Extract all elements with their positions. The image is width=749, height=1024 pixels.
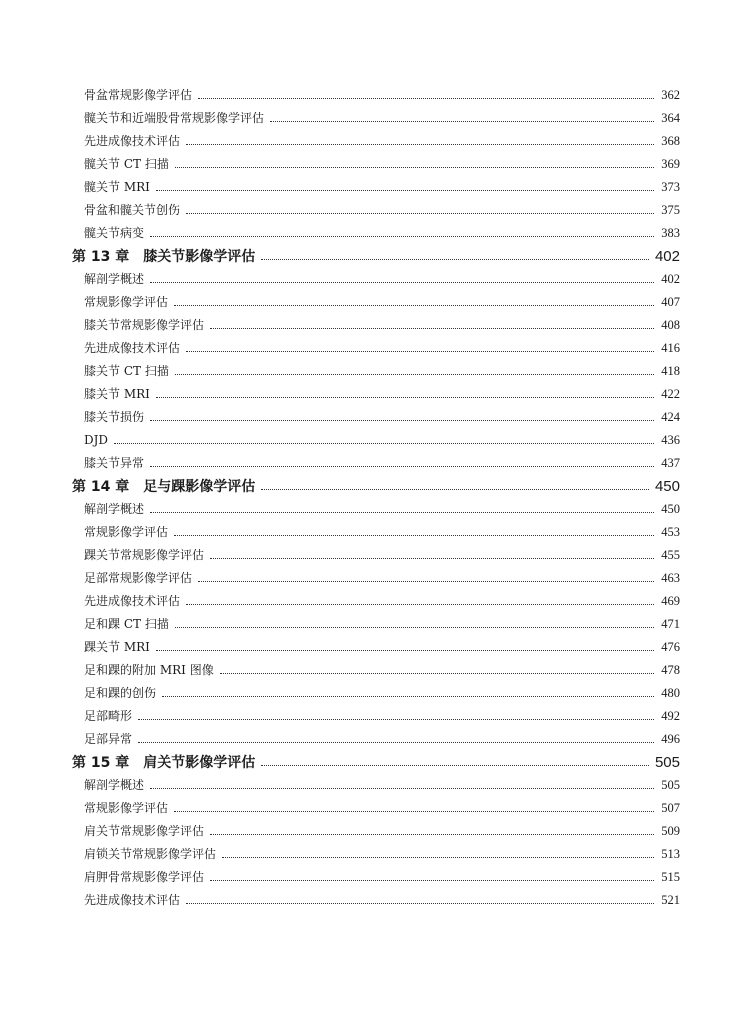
toc-entry-title: 常规影像学评估 xyxy=(84,295,169,309)
dot-leader xyxy=(175,167,654,168)
toc-entry[interactable] xyxy=(72,613,680,636)
dot-leader xyxy=(156,190,654,191)
toc-entry-title: 膝关节 MRI xyxy=(84,387,150,401)
toc-entry-page: 505 xyxy=(661,778,680,792)
dot-leader xyxy=(138,742,654,743)
toc-entry-title: 髋关节病变 xyxy=(84,226,145,240)
toc-entry-page: 424 xyxy=(661,410,680,424)
toc-entry-page: 416 xyxy=(661,341,680,355)
toc-entry-title: 解剖学概述 xyxy=(84,778,145,792)
toc-entry-title: 膝关节 CT 扫描 xyxy=(84,364,169,378)
chapter-number: 第 15 章 xyxy=(72,755,130,771)
chapter-title: 肩关节影像学评估 xyxy=(143,755,256,771)
toc-entry-title: 肩锁关节常规影像学评估 xyxy=(84,847,217,861)
toc-entry-title: 足和踝的创伤 xyxy=(84,686,157,700)
toc-entry[interactable] xyxy=(72,774,680,797)
toc-entry-page: 478 xyxy=(661,663,680,677)
dot-leader xyxy=(156,397,654,398)
dot-leader xyxy=(210,558,654,559)
toc-entry[interactable] xyxy=(72,889,680,912)
toc-entry[interactable] xyxy=(72,659,680,682)
toc-entry-page: 450 xyxy=(661,502,680,516)
toc-chapter-15[interactable] xyxy=(72,751,680,774)
dot-leader xyxy=(186,903,654,904)
toc-chapter-13[interactable] xyxy=(72,245,680,268)
chapter-title: 足与踝影像学评估 xyxy=(143,479,256,495)
toc-entry-page: 471 xyxy=(661,617,680,631)
toc-entry[interactable] xyxy=(72,222,680,245)
dot-leader xyxy=(186,604,654,605)
toc-entry-page: 418 xyxy=(661,364,680,378)
toc-entry[interactable] xyxy=(72,176,680,199)
toc-entry[interactable] xyxy=(72,636,680,659)
toc-entry[interactable] xyxy=(72,544,680,567)
toc-entry-page: 369 xyxy=(661,157,680,171)
toc-entry-page: 455 xyxy=(661,548,680,562)
toc-entry-title: 骨盆和髋关节创伤 xyxy=(84,203,181,217)
dot-leader xyxy=(261,259,649,260)
toc-entry[interactable] xyxy=(72,728,680,751)
toc-entry-title: 先进成像技术评估 xyxy=(84,893,181,907)
chapter-title: 膝关节影像学评估 xyxy=(143,249,256,265)
toc-entry[interactable] xyxy=(72,452,680,475)
toc-entry-title: 解剖学概述 xyxy=(84,272,145,286)
dot-leader xyxy=(261,489,649,490)
dot-leader xyxy=(150,420,654,421)
toc-entry-page: 402 xyxy=(661,272,680,286)
dot-leader xyxy=(222,857,654,858)
toc-entry-title: DJD xyxy=(84,433,109,447)
toc-entry[interactable] xyxy=(72,268,680,291)
toc-entry[interactable] xyxy=(72,291,680,314)
chapter-number: 第 13 章 xyxy=(72,249,130,265)
dot-leader xyxy=(174,305,654,306)
toc-entry[interactable] xyxy=(72,843,680,866)
toc-entry-page: 368 xyxy=(661,134,680,148)
toc-entry[interactable] xyxy=(72,383,680,406)
toc-entry-title: 肩关节常规影像学评估 xyxy=(84,824,205,838)
dot-leader xyxy=(198,98,654,99)
dot-leader xyxy=(156,650,654,651)
toc-entry-page: 437 xyxy=(661,456,680,470)
toc-entry-title: 髋关节 MRI xyxy=(84,180,150,194)
dot-leader xyxy=(162,696,654,697)
toc-entry-page: 513 xyxy=(661,847,680,861)
toc-entry-page: 521 xyxy=(661,893,680,907)
toc-entry[interactable] xyxy=(72,498,680,521)
toc-entry-page: 407 xyxy=(661,295,680,309)
toc-entry-page: 480 xyxy=(661,686,680,700)
toc-entry-title: 髋关节和近端股骨常规影像学评估 xyxy=(84,111,265,125)
dot-leader xyxy=(186,144,654,145)
toc-entry[interactable] xyxy=(72,337,680,360)
toc-entry-title: 足和踝的附加 MRI 图像 xyxy=(84,663,214,677)
dot-leader xyxy=(175,627,654,628)
dot-leader xyxy=(210,834,654,835)
toc-entry-title: 膝关节异常 xyxy=(84,456,145,470)
toc-entry-page: 436 xyxy=(661,433,680,447)
toc-entry-page: 469 xyxy=(661,594,680,608)
toc-entry-page: 373 xyxy=(661,180,680,194)
toc-entry-title: 踝关节常规影像学评估 xyxy=(84,548,205,562)
toc-entry[interactable] xyxy=(72,682,680,705)
toc-entry-page: 507 xyxy=(661,801,680,815)
toc-entry-page: 383 xyxy=(661,226,680,240)
chapter-page: 450 xyxy=(654,478,680,495)
dot-leader xyxy=(220,673,654,674)
toc-entry-page: 364 xyxy=(661,111,680,125)
toc-entry[interactable] xyxy=(72,107,680,130)
toc-entry-title: 常规影像学评估 xyxy=(84,525,169,539)
toc-entry-title: 常规影像学评估 xyxy=(84,801,169,815)
toc-entry-page: 408 xyxy=(661,318,680,332)
table-of-contents xyxy=(72,84,680,912)
toc-entry[interactable] xyxy=(72,521,680,544)
chapter-number: 第 14 章 xyxy=(72,479,130,495)
toc-entry[interactable] xyxy=(72,429,680,452)
dot-leader xyxy=(210,880,654,881)
dot-leader xyxy=(270,121,654,122)
dot-leader xyxy=(150,512,654,513)
dot-leader xyxy=(186,351,654,352)
dot-leader xyxy=(150,466,654,467)
toc-entry-title: 先进成像技术评估 xyxy=(84,594,181,608)
dot-leader xyxy=(261,765,649,766)
toc-entry[interactable] xyxy=(72,130,680,153)
chapter-page: 402 xyxy=(654,248,680,265)
toc-entry-page: 509 xyxy=(661,824,680,838)
dot-leader xyxy=(150,282,654,283)
toc-entry-title: 肩胛骨常规影像学评估 xyxy=(84,870,205,884)
toc-chapter-14[interactable] xyxy=(72,475,680,498)
toc-entry[interactable] xyxy=(72,866,680,889)
toc-entry-page: 515 xyxy=(661,870,680,884)
toc-entry-page: 492 xyxy=(661,709,680,723)
toc-entry[interactable] xyxy=(72,84,680,107)
toc-entry-title: 骨盆常规影像学评估 xyxy=(84,88,193,102)
toc-entry[interactable] xyxy=(72,705,680,728)
toc-entry[interactable] xyxy=(72,590,680,613)
toc-entry[interactable] xyxy=(72,153,680,176)
dot-leader xyxy=(186,213,654,214)
toc-entry-title: 膝关节常规影像学评估 xyxy=(84,318,205,332)
dot-leader xyxy=(138,719,654,720)
toc-entry[interactable] xyxy=(72,199,680,222)
toc-entry-page: 375 xyxy=(661,203,680,217)
toc-entry[interactable] xyxy=(72,406,680,429)
dot-leader xyxy=(150,788,654,789)
toc-entry-title: 足部常规影像学评估 xyxy=(84,571,193,585)
dot-leader xyxy=(175,374,654,375)
toc-entry-page: 476 xyxy=(661,640,680,654)
toc-entry-title: 先进成像技术评估 xyxy=(84,341,181,355)
toc-entry-page: 463 xyxy=(661,571,680,585)
dot-leader xyxy=(114,443,654,444)
toc-entry[interactable] xyxy=(72,314,680,337)
toc-entry-title: 膝关节损伤 xyxy=(84,410,145,424)
toc-entry-title: 足和踝 CT 扫描 xyxy=(84,617,169,631)
toc-entry-title: 足部畸形 xyxy=(84,709,133,723)
toc-entry-page: 453 xyxy=(661,525,680,539)
toc-entry-title: 先进成像技术评估 xyxy=(84,134,181,148)
dot-leader xyxy=(174,535,654,536)
toc-entry[interactable] xyxy=(72,797,680,820)
dot-leader xyxy=(198,581,654,582)
toc-entry-page: 362 xyxy=(661,88,680,102)
chapter-page: 505 xyxy=(654,754,680,771)
toc-entry-page: 422 xyxy=(661,387,680,401)
dot-leader xyxy=(210,328,654,329)
toc-entry[interactable] xyxy=(72,567,680,590)
toc-entry-title: 髋关节 CT 扫描 xyxy=(84,157,169,171)
toc-entry-title: 解剖学概述 xyxy=(84,502,145,516)
toc-entry-page: 496 xyxy=(661,732,680,746)
dot-leader xyxy=(150,236,654,237)
toc-entry[interactable] xyxy=(72,360,680,383)
toc-entry-title: 足部异常 xyxy=(84,732,133,746)
toc-entry[interactable] xyxy=(72,820,680,843)
toc-entry-title: 踝关节 MRI xyxy=(84,640,150,654)
dot-leader xyxy=(174,811,654,812)
